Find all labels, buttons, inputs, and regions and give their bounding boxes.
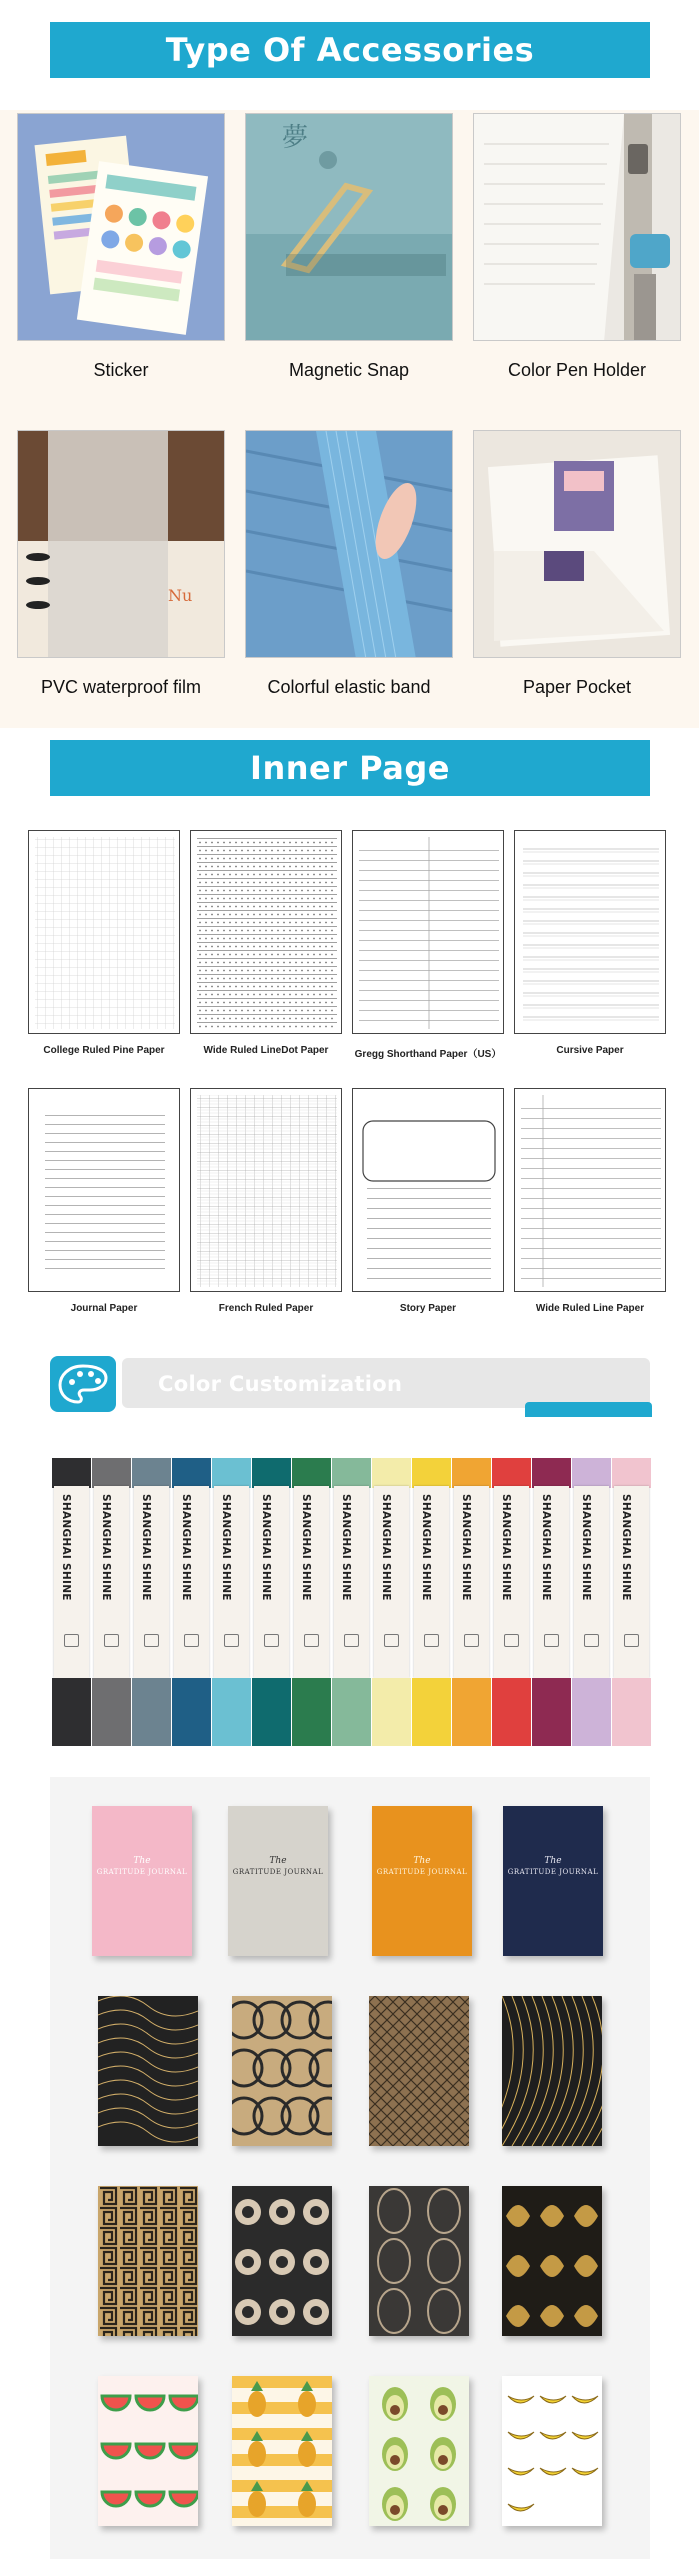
- cover-gray-line1: The: [269, 1856, 287, 1866]
- inner-page-banner: [50, 740, 650, 796]
- spine-grid-icon: [344, 1634, 359, 1647]
- spine-grid-icon: [104, 1634, 119, 1647]
- cover-wave-tan: [232, 1996, 332, 2146]
- cover-navy: [503, 1806, 603, 1956]
- spine-10: [412, 1458, 451, 1746]
- spine-11: [452, 1458, 491, 1746]
- paper-gregg: [352, 830, 504, 1034]
- spine-top: [492, 1458, 531, 1488]
- pvc-film-caption: PVC waterproof film: [40, 677, 202, 697]
- spine-top: [212, 1458, 251, 1488]
- paper-pocket-photo: [473, 430, 681, 658]
- spine-12: [492, 1458, 531, 1746]
- spine-brand-text: SHANGHAI SHINE: [580, 1494, 592, 1601]
- spine-grid-icon: [144, 1634, 159, 1647]
- caption-linedot: Wide Ruled LineDot Paper: [203, 1045, 329, 1056]
- magnetic-snap-caption: Magnetic Snap: [288, 360, 410, 380]
- spine-top: [252, 1458, 291, 1488]
- svg-text:Nu: Nu: [168, 586, 193, 605]
- inner-page-title: Inner Page: [250, 749, 450, 787]
- cover-navy-line1: The: [544, 1856, 562, 1866]
- spine-brand-text: SHANGHAI SHINE: [460, 1494, 472, 1601]
- spine-brand-text: SHANGHAI SHINE: [380, 1494, 392, 1601]
- paper-cursive: [514, 830, 666, 1034]
- cover-navy-fill: [503, 1806, 603, 1956]
- caption-french: French Ruled Paper: [218, 1303, 314, 1314]
- caption-gregg: Gregg Shorthand Paper（US）: [354, 1049, 502, 1060]
- spine-top: [412, 1458, 451, 1488]
- spine-grid-icon: [504, 1634, 519, 1647]
- spine-bottom: [572, 1678, 611, 1746]
- pen-holder-photo: [473, 113, 681, 341]
- spine-grid-icon: [584, 1634, 599, 1647]
- cover-damask-gray: [369, 2186, 469, 2336]
- spine-grid-icon: [184, 1634, 199, 1647]
- cover-pink-line2: GRATITUDE JOURNAL: [96, 1868, 188, 1876]
- paper-story: [352, 1088, 504, 1292]
- cover-diamond-tan: [369, 1996, 469, 2146]
- svg-text:夢: 夢: [282, 123, 309, 153]
- spine-grid-icon: [464, 1634, 479, 1647]
- palette-icon: [50, 1356, 116, 1412]
- spine-top: [292, 1458, 331, 1488]
- spine-top: [372, 1458, 411, 1488]
- elastic-band-photo: [245, 430, 453, 658]
- spine-brand-text: SHANGHAI SHINE: [260, 1494, 272, 1601]
- spine-4: [172, 1458, 211, 1746]
- spine-grid-icon: [544, 1634, 559, 1647]
- spine-bottom: [52, 1678, 91, 1746]
- spine-brand-text: SHANGHAI SHINE: [180, 1494, 192, 1601]
- spine-15: [612, 1458, 651, 1746]
- cover-scroll-gold: [502, 2186, 602, 2336]
- spine-grid-icon: [64, 1634, 79, 1647]
- cover-avocado: [369, 2376, 469, 2526]
- cover-pink-fill: [92, 1806, 192, 1956]
- spine-14: [572, 1458, 611, 1746]
- cover-orange-line2: GRATITUDE JOURNAL: [376, 1868, 468, 1876]
- cover-wave-gold: [502, 1996, 602, 2146]
- paper-linedot: [190, 830, 342, 1034]
- paper-french: [190, 1088, 342, 1292]
- cover-gray: [228, 1806, 328, 1956]
- cover-pink-line1: The: [133, 1856, 151, 1866]
- spine-brand-text: SHANGHAI SHINE: [100, 1494, 112, 1601]
- cover-pink: [92, 1806, 192, 1956]
- cover-fret-tan: [98, 2186, 198, 2336]
- spine-brand-text: SHANGHAI SHINE: [140, 1494, 152, 1601]
- spine-7: [292, 1458, 331, 1746]
- color-customization-title: Color Customization: [158, 1372, 403, 1396]
- spine-bottom: [292, 1678, 331, 1746]
- spine-13: [532, 1458, 571, 1746]
- caption-wide-ruled: Wide Ruled Line Paper: [535, 1303, 645, 1314]
- paper-journal: [28, 1088, 180, 1292]
- color-customization-accent: [525, 1402, 652, 1417]
- cover-watermelon: [98, 2376, 198, 2526]
- cover-banana: [502, 2376, 602, 2526]
- spine-bottom: [412, 1678, 451, 1746]
- spine-3: [132, 1458, 171, 1746]
- spine-brand-text: SHANGHAI SHINE: [300, 1494, 312, 1601]
- spine-6: [252, 1458, 291, 1746]
- caption-story: Story Paper: [399, 1303, 457, 1314]
- pvc-film-photo: [17, 430, 225, 658]
- spine-brand-text: SHANGHAI SHINE: [220, 1494, 232, 1601]
- spine-top: [332, 1458, 371, 1488]
- cover-navy-line2: GRATITUDE JOURNAL: [507, 1868, 599, 1876]
- spine-bottom: [172, 1678, 211, 1746]
- spine-brand-text: SHANGHAI SHINE: [420, 1494, 432, 1601]
- spine-top: [172, 1458, 211, 1488]
- spine-bottom: [132, 1678, 171, 1746]
- cover-wave-black: [98, 1996, 198, 2146]
- cover-orange-line1: The: [413, 1856, 431, 1866]
- spine-top: [532, 1458, 571, 1488]
- spine-bottom: [332, 1678, 371, 1746]
- spine-bottom: [492, 1678, 531, 1746]
- spine-1: [52, 1458, 91, 1746]
- spine-grid-icon: [264, 1634, 279, 1647]
- spine-brand-text: SHANGHAI SHINE: [500, 1494, 512, 1601]
- spine-grid-icon: [384, 1634, 399, 1647]
- spine-bottom: [612, 1678, 651, 1746]
- spine-top: [132, 1458, 171, 1488]
- spine-grid-icon: [624, 1634, 639, 1647]
- spine-bottom: [252, 1678, 291, 1746]
- cover-orange-fill: [372, 1806, 472, 1956]
- spine-2: [92, 1458, 131, 1746]
- spine-bottom: [212, 1678, 251, 1746]
- sticker-caption: Sticker: [93, 360, 149, 380]
- elastic-band-caption: Colorful elastic band: [267, 677, 431, 697]
- cover-pineapple: [232, 2376, 332, 2526]
- cover-gray-line2: GRATITUDE JOURNAL: [232, 1868, 324, 1876]
- spine-5: [212, 1458, 251, 1746]
- spine-top: [92, 1458, 131, 1488]
- caption-college-ruled: College Ruled Pine Paper: [43, 1045, 165, 1056]
- caption-journal: Journal Paper: [70, 1303, 138, 1314]
- accessories-title: Type Of Accessories: [165, 31, 535, 69]
- cover-gray-fill: [228, 1806, 328, 1956]
- spine-grid-icon: [304, 1634, 319, 1647]
- paper-wide-ruled: [514, 1088, 666, 1292]
- spine-grid-icon: [224, 1634, 239, 1647]
- sticker-photo: [17, 113, 225, 341]
- spine-brand-text: SHANGHAI SHINE: [540, 1494, 552, 1601]
- cover-orange: [372, 1806, 472, 1956]
- spine-top: [572, 1458, 611, 1488]
- accessories-banner: [50, 22, 650, 78]
- spine-9: [372, 1458, 411, 1746]
- spine-bottom: [92, 1678, 131, 1746]
- spine-top: [612, 1458, 651, 1488]
- spine-grid-icon: [424, 1634, 439, 1647]
- spine-top: [452, 1458, 491, 1488]
- spine-bottom: [372, 1678, 411, 1746]
- spine-brand-text: SHANGHAI SHINE: [340, 1494, 352, 1601]
- pen-holder-caption: Color Pen Holder: [507, 360, 647, 380]
- spine-bottom: [532, 1678, 571, 1746]
- cover-floral-black: [232, 2186, 332, 2336]
- caption-cursive: Cursive Paper: [556, 1045, 624, 1056]
- spine-brand-text: SHANGHAI SHINE: [620, 1494, 632, 1601]
- paper-college-ruled: [28, 830, 180, 1034]
- spine-brand-text: SHANGHAI SHINE: [60, 1494, 72, 1601]
- spine-top: [52, 1458, 91, 1488]
- spine-bottom: [452, 1678, 491, 1746]
- magnetic-snap-photo: [245, 113, 453, 341]
- paper-pocket-caption: Paper Pocket: [522, 677, 632, 697]
- spine-8: [332, 1458, 371, 1746]
